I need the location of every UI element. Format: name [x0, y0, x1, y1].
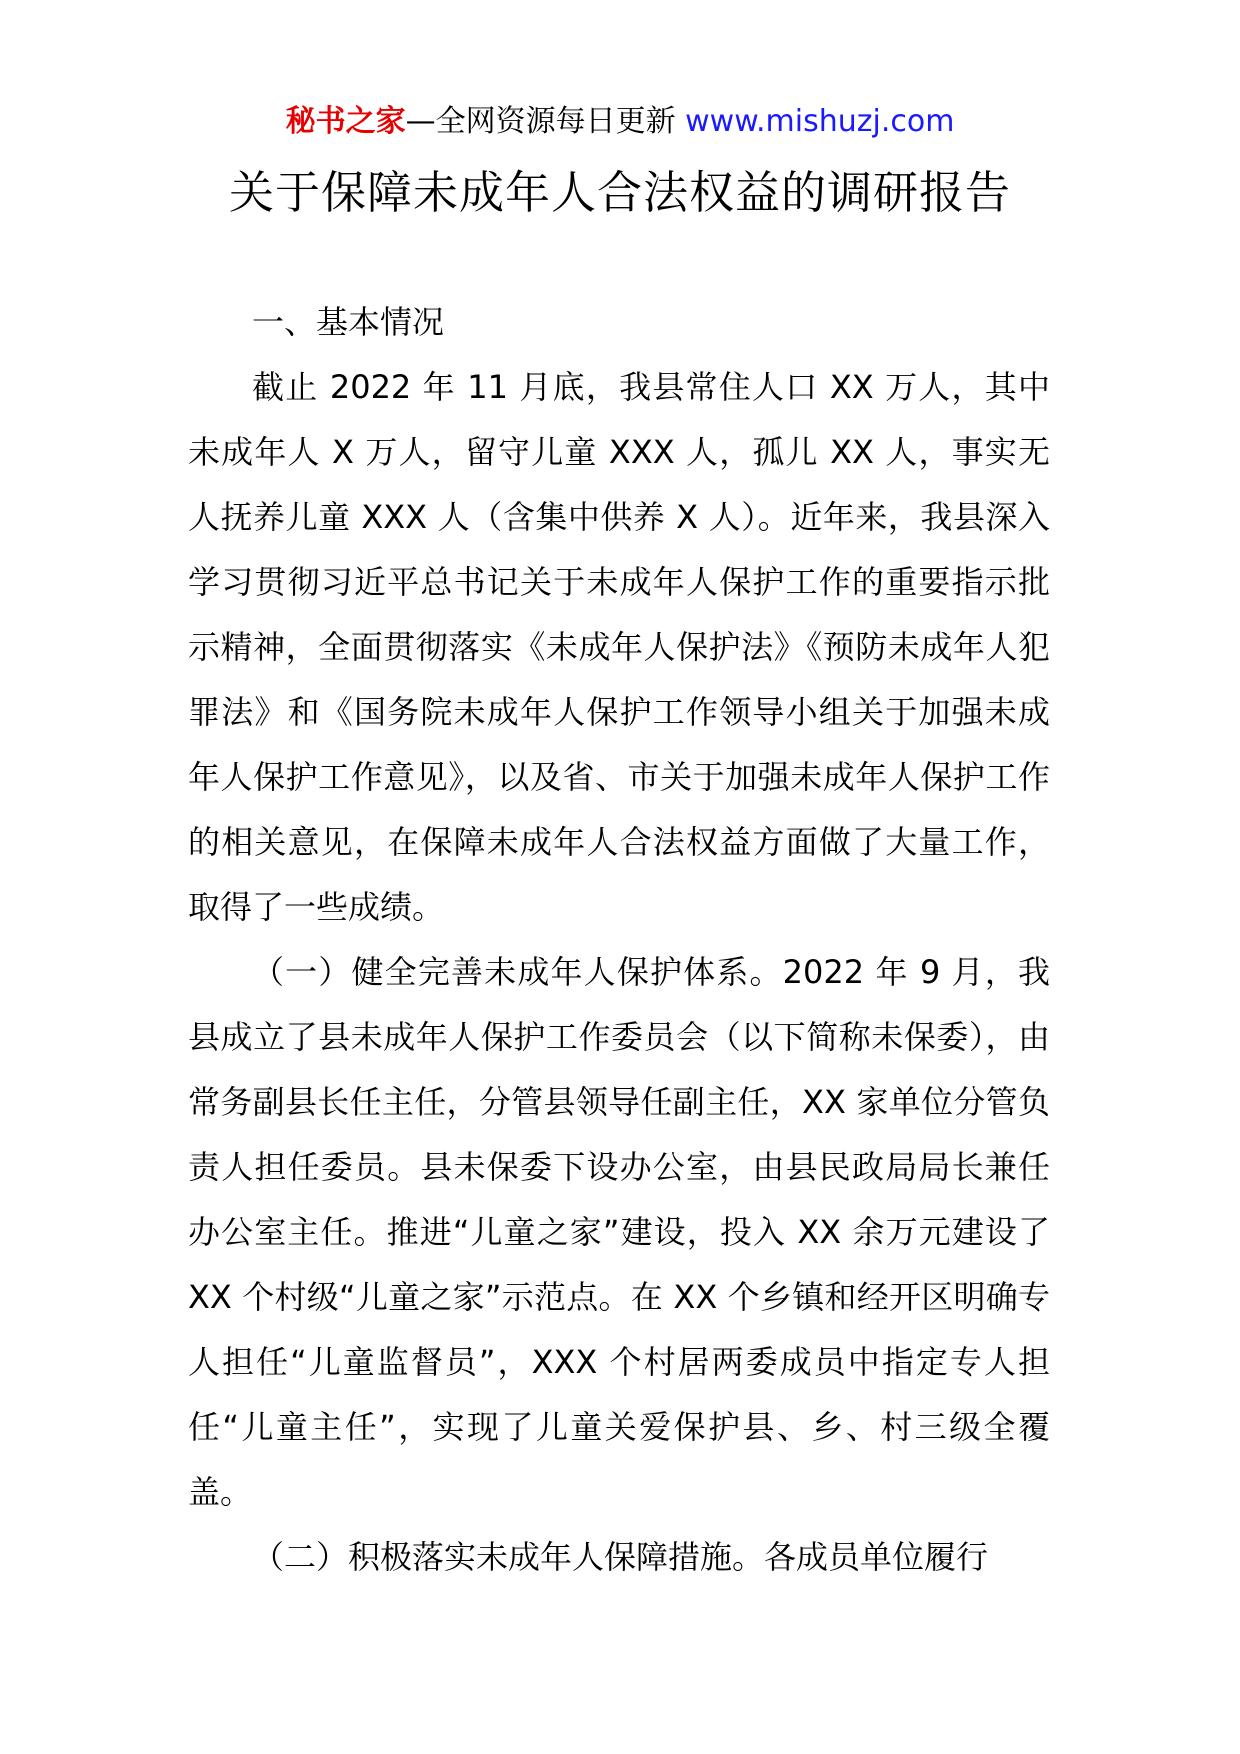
paragraph-protection-system: （一）健全完善未成年人保护体系。2022 年 9 月，我县成立了县未成年人保护工作委员会（以下简称未保委），由常务副县长任主任，分管县领导任副主任，XX 家单位分管负责人担任委员。县未保委下设办公室，由县民政局局长兼任办公室主任。推进“儿童之家”建设，投入 XX 余万元建设了 XX 个村级“儿童之家”示范点。在 XX 个乡镇和经开区明确专人担任“儿童监督员”，XXX 个村居两委成员中指定专人担任“儿童主任”，实现了儿童关爱保护县、乡、村三级全覆盖。 — [188, 953, 1050, 1511]
site-slogan: —全网资源每日更新 — [405, 104, 686, 139]
paragraph-protection-measures: （二）积极落实未成年人保障措施。各成员单位履行 — [252, 1538, 989, 1576]
site-url-link[interactable]: www.mishuzj.com — [685, 104, 955, 139]
document-title: 关于保障未成年人合法权益的调研报告 — [228, 166, 1011, 219]
document-body — [188, 290, 1050, 1590]
watermark-header — [0, 102, 1240, 142]
paragraph-basic-situation: 截止 2022 年 11 月底，我县常住人口 XX 万人，其中未成年人 X 万人，留守儿童 XXX 人，孤儿 XX 人，事实无人抚养儿童 XXX 人（含集中供养 X 人）。近年来，我县深入学习贯彻习近平总书记关于未成年人保护工作的重要指示批示精神，全面贯彻落实《未成年人保护法》《预防未成年人犯罪法》和《国务院未成年人保护工作领导小组关于加强未成年人保护工作意见》，以及省、市关于加强未成年人保护工作的相关意见，在保障未成年人合法权益方面做了大量工作，取得了一些成绩。 — [188, 368, 1050, 926]
site-brand: 秘书之家 — [285, 104, 406, 139]
section-heading: 一、基本情况 — [252, 303, 445, 341]
